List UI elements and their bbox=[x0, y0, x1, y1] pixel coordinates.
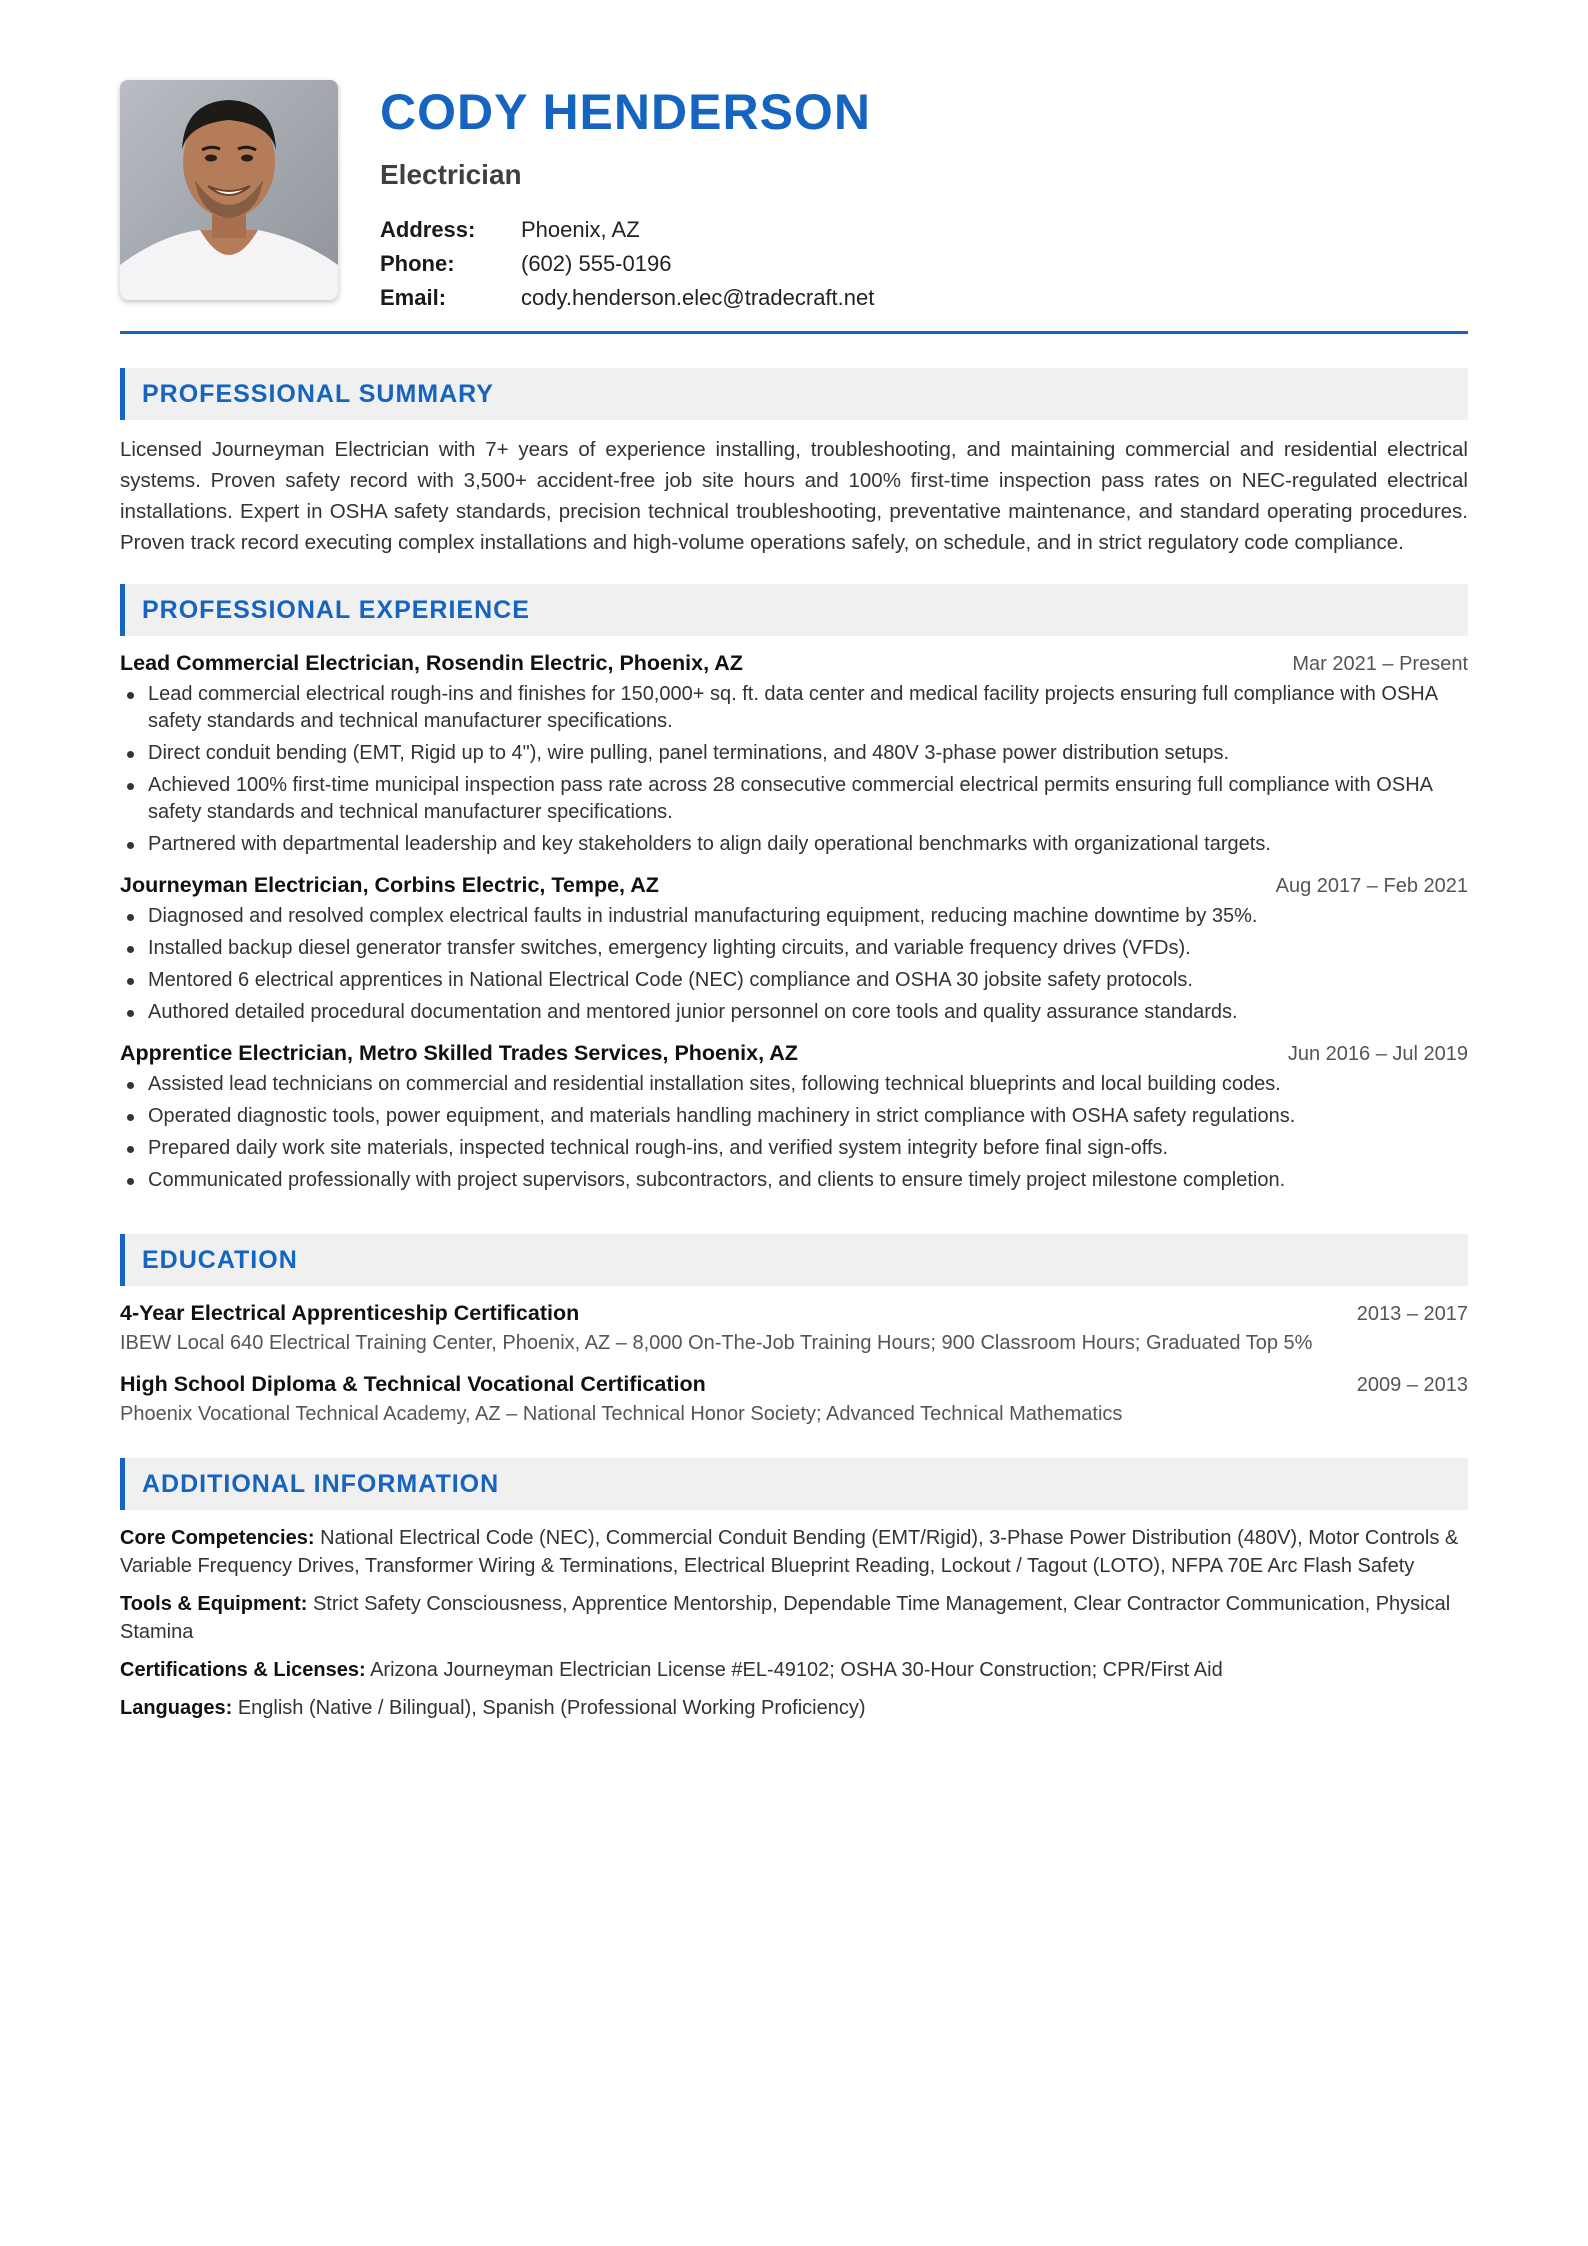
header-divider bbox=[120, 331, 1468, 334]
info-value: English (Native / Bilingual), Spanish (Professional Working Proficiency) bbox=[237, 1697, 866, 1719]
section-heading-experience bbox=[120, 584, 1468, 636]
job-bullet: Operated diagnostic tools, power equipment, and materials handling machinery in strict compliance with OSHA safety regulations. bbox=[120, 1103, 1468, 1130]
contact-label: Address: bbox=[380, 217, 476, 242]
job-bullet: Diagnosed and resolved complex electrical faults in industrial manufacturing equipment, reducing machine downtime by 35%. bbox=[120, 903, 1468, 930]
job-bullet: Direct conduit bending (EMT, Rigid up to 4"), wire pulling, panel terminations, and 480V 3-phase power distribution setups. bbox=[120, 740, 1468, 767]
education-detail: IBEW Local 640 Electrical Training Center, Phoenix, AZ – 8,000 On-The-Job Training Hours; 900 Classroom Hours; Graduated Top 5% bbox=[120, 1332, 1313, 1354]
job-bullet: Authored detailed procedural documentation and mentored junior personnel on core tools and quality assurance standards. bbox=[120, 999, 1468, 1026]
section-heading-text: PROFESSIONAL SUMMARY bbox=[142, 379, 494, 408]
contact-value: Phoenix, AZ bbox=[521, 217, 640, 242]
education-entry bbox=[120, 1298, 1468, 1357]
job-title: Lead Commercial Electrician, Rosendin Electric, Phoenix, AZ bbox=[120, 651, 743, 675]
contact-value: (602) 555-0196 bbox=[521, 251, 672, 276]
job-header bbox=[120, 648, 1468, 679]
info-row-certifications bbox=[120, 1656, 1468, 1684]
job-bullet: Partnered with departmental leadership and key stakeholders to align daily operational benchmarks with organizational targets. bbox=[120, 831, 1468, 858]
job-bullet: Achieved 100% first-time municipal inspection pass rate across 28 consecutive commercial electrical permits ensuring full compliance with OSHA safety standards and technical manufacturer specifications. bbox=[120, 772, 1468, 826]
job-title: Journeyman Electrician, Corbins Electric, Tempe, AZ bbox=[120, 873, 659, 897]
job-entry bbox=[120, 870, 1468, 1026]
contact-list bbox=[380, 213, 874, 315]
job-bullet: Assisted lead technicians on commercial and residential installation sites, following technical blueprints and local building codes. bbox=[120, 1071, 1468, 1098]
job-bullets bbox=[120, 681, 1468, 858]
job-bullet: Installed backup diesel generator transfer switches, emergency lighting circuits, and variable frequency drives (VFDs). bbox=[120, 935, 1468, 962]
profile-photo bbox=[120, 80, 338, 300]
job-bullet: Lead commercial electrical rough-ins and finishes for 150,000+ sq. ft. data center and medical facility projects ensuring full compliance with OSHA safety standards and technical manufacturer specifications. bbox=[120, 681, 1468, 735]
info-label: Tools & Equipment: bbox=[120, 1593, 308, 1615]
section-heading-summary bbox=[120, 368, 1468, 420]
job-title: Apprentice Electrician, Metro Skilled Trades Services, Phoenix, AZ bbox=[120, 1041, 798, 1065]
contact-phone bbox=[380, 247, 874, 281]
job-date: Mar 2021 – Present bbox=[1292, 653, 1468, 675]
info-label: Certifications & Licenses: bbox=[120, 1659, 366, 1681]
summary-text: Licensed Journeyman Electrician with 7+ years of experience installing, troubleshooting, and maintaining commercial and residential electrical systems. Proven safety record with 3,500+ accident-free job site hours and 100% first-time inspection pass rates on NEC-regulated electrical installations. Expert in OSHA safety standards, precision technical troubleshooting, preventative maintenance, and standard operating procedures. Proven track record executing complex installations and high-volume operations safely, on schedule, and in strict regulatory code compliance. bbox=[120, 438, 1468, 554]
info-row-tools bbox=[120, 1590, 1468, 1646]
education-date: 2013 – 2017 bbox=[1356, 1303, 1468, 1325]
job-bullet: Mentored 6 electrical apprentices in National Electrical Code (NEC) compliance and OSHA 30 jobsite safety protocols. bbox=[120, 967, 1468, 994]
education-header bbox=[120, 1298, 1468, 1329]
education-detail: Phoenix Vocational Technical Academy, AZ – National Technical Honor Society; Advanced Technical Mathematics bbox=[120, 1403, 1123, 1425]
contact-value[interactable]: cody.henderson.elec@tradecraft.net bbox=[521, 285, 875, 310]
education-title: High School Diploma & Technical Vocational Certification bbox=[120, 1372, 706, 1396]
education-entry bbox=[120, 1369, 1468, 1428]
contact-label: Email: bbox=[380, 285, 447, 310]
job-header bbox=[120, 1038, 1468, 1069]
info-value: National Electrical Code (NEC), Commercial Conduit Bending (EMT/Rigid), 3-Phase Power Distribution (480V), Motor Controls & Variable Frequency Drives, Transformer Wiring & Terminations, Electrical Blueprint Reading, Lockout / Tagout (LOTO), NFPA 70E Arc Flash Safety bbox=[120, 1527, 1459, 1577]
info-row-languages bbox=[120, 1694, 1468, 1722]
job-date: Aug 2017 – Feb 2021 bbox=[1275, 875, 1468, 897]
education-header bbox=[120, 1369, 1468, 1400]
job-header bbox=[120, 870, 1468, 901]
job-date: Jun 2016 – Jul 2019 bbox=[1287, 1043, 1468, 1065]
section-heading-text: PROFESSIONAL EXPERIENCE bbox=[142, 595, 530, 624]
identity-block bbox=[380, 80, 874, 315]
section-heading-text: EDUCATION bbox=[142, 1245, 298, 1274]
info-value: Strict Safety Consciousness, Apprentice Mentorship, Dependable Time Management, Clear Contractor Communication, Physical Stamina bbox=[120, 1593, 1451, 1643]
education-date: 2009 – 2013 bbox=[1356, 1374, 1468, 1396]
section-heading-additional bbox=[120, 1458, 1468, 1510]
education-title: 4-Year Electrical Apprenticeship Certification bbox=[120, 1301, 580, 1325]
contact-label: Phone: bbox=[380, 251, 455, 276]
info-value: Arizona Journeyman Electrician License #EL-49102; OSHA 30-Hour Construction; CPR/First Aid bbox=[370, 1659, 1223, 1681]
job-bullets bbox=[120, 903, 1468, 1026]
candidate-name: CODY HENDERSON bbox=[380, 84, 871, 140]
info-label: Core Competencies: bbox=[120, 1527, 315, 1549]
contact-address bbox=[380, 213, 874, 247]
job-entry bbox=[120, 1038, 1468, 1194]
contact-email bbox=[380, 281, 874, 315]
job-bullet: Communicated professionally with project supervisors, subcontractors, and clients to ensure timely project milestone completion. bbox=[120, 1167, 1468, 1194]
candidate-title: Electrician bbox=[380, 159, 522, 190]
job-bullets bbox=[120, 1071, 1468, 1194]
job-entry bbox=[120, 648, 1468, 858]
section-heading-text: ADDITIONAL INFORMATION bbox=[142, 1469, 500, 1498]
profile-photo-illustration bbox=[120, 80, 338, 300]
resume-header bbox=[120, 0, 1468, 310]
info-label: Languages: bbox=[120, 1697, 233, 1719]
section-heading-education bbox=[120, 1234, 1468, 1286]
additional-info-list bbox=[120, 1524, 1468, 1722]
job-bullet: Prepared daily work site materials, inspected technical rough-ins, and verified system integrity before final sign-offs. bbox=[120, 1135, 1468, 1162]
info-row-core-competencies bbox=[120, 1524, 1468, 1580]
